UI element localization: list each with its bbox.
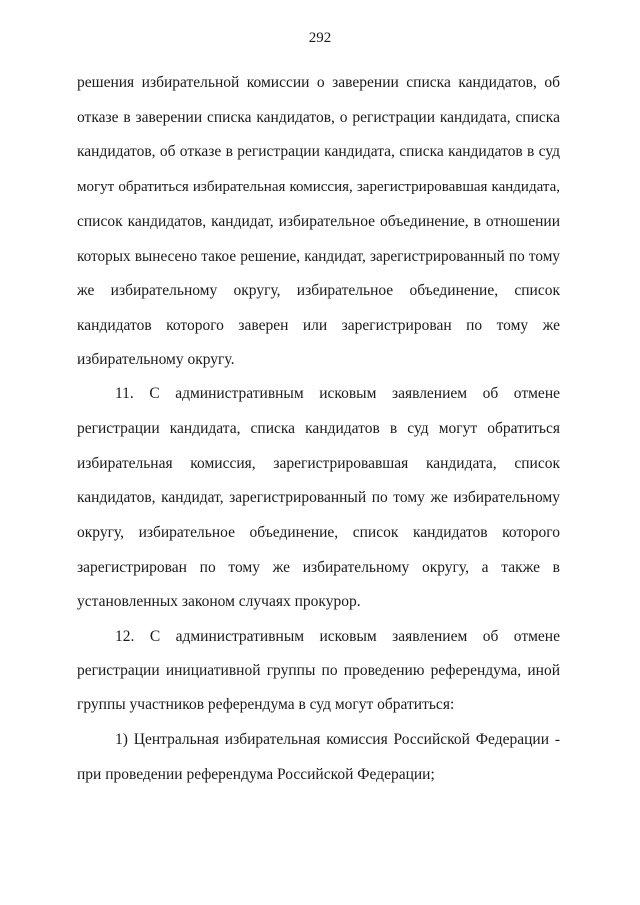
paragraph-12-first-line: 12. С административным исковым заявлением об отмене [115,628,560,645]
text-line: кандидатов, кандидат, зарегистрированный по тому же избирательному [77,489,560,506]
page-number: 292 [308,30,332,46]
text-line: кандидатов, об отказе в регистрации кандидата, списка кандидатов в суд [77,143,560,160]
text-line: могут обратиться избирательная комиссия, зарегистрировавшая кандидата, [77,179,560,195]
paragraph-11-first-line: 11. С административным исковым заявлением об отмене [115,385,560,402]
list-item-1-first-line: 1) Центральная избирательная комиссия Российской Федерации - [115,731,560,748]
text-line: решения избирательной комиссии о заверении списка кандидатов, об [77,74,560,91]
text-line: регистрации инициативной группы по проведению референдума, иной [77,662,560,679]
text-line: кандидатов которого заверен или зарегистрирован по тому же [77,317,560,334]
text-line: избирательному округу. [77,351,235,368]
text-line: избирательная комиссия, зарегистрировавшая кандидата, список [77,455,560,472]
text-line: зарегистрирован по тому же избирательному округу, а также в [77,559,560,576]
text-line: группы участников референдума в суд могут обратиться: [77,696,455,713]
text-line: установленных законом случаях прокурор. [77,593,361,610]
text-line: отказе в заверении списка кандидатов, о регистрации кандидата, списка [77,109,560,126]
text-line: при проведении референдума Российской Федерации; [77,766,435,783]
text-line: список кандидатов, кандидат, избирательное объединение, в отношении [77,213,560,230]
text-line: округу, избирательное объединение, список кандидатов которого [77,524,560,541]
text-line: регистрации кандидата, списка кандидатов в суд могут обратиться [77,420,560,437]
text-line: же избирательному округу, избирательное объединение, список [77,282,560,299]
text-line: которых вынесено такое решение, кандидат, зарегистрированный по тому [77,248,560,265]
